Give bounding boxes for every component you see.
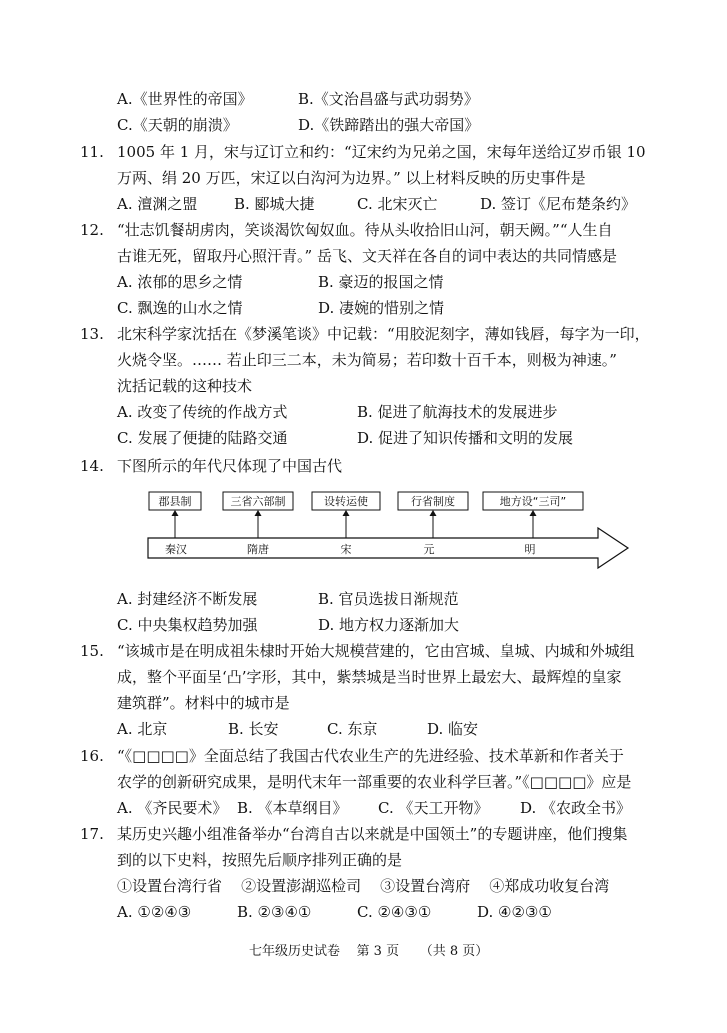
q16-option-a: A. 《齐民要术》 <box>117 799 228 817</box>
q17-number: 17. <box>80 825 104 843</box>
q15-option-a: A. 北京 <box>117 720 168 738</box>
q12-option-a: A. 浓郁的思乡之情 <box>117 273 243 291</box>
q13-option-a: A. 改变了传统的作战方式 <box>117 403 288 421</box>
q17-items: ①设置台湾行省 ②设置澎湖巡检司 ③设置台湾府 ④郑成功收复台湾 <box>117 877 610 895</box>
q17-option-c: C. ②④③① <box>357 903 432 921</box>
q14-number: 14. <box>80 457 104 475</box>
q12-text-line1: “壮志饥餐胡虏肉，笑谈渴饮匈奴血。待从头收拾旧山河，朝天阙。”“人生自 <box>117 221 613 239</box>
q15-text-line2: 成，整个平面呈‘凸’字形，其中，紫禁城是当时世界上最宏大、最辉煌的皇家 <box>117 668 622 686</box>
q12-number: 12. <box>80 221 104 239</box>
q15-text-line1: “该城市是在明成祖朱棣时开始大规模营建的，它由宫城、皇城、内城和外城组 <box>117 642 635 660</box>
q17-option-b: B. ②③④① <box>237 903 312 921</box>
q13-text-line1: 北宋科学家沈括在《梦溪笔谈》中记载：“用胶泥刻字，薄如钱唇，每字为一印， <box>117 325 650 343</box>
q13-option-c: C. 发展了便捷的陆路交通 <box>117 429 288 447</box>
timeline-connector-arrowhead <box>430 510 437 516</box>
timeline-connector-arrowhead <box>530 510 537 516</box>
timeline-system-label: 郡县制 <box>158 495 192 508</box>
q13-number: 13. <box>80 325 104 343</box>
timeline-connector-arrowhead <box>255 510 262 516</box>
q10-option-b: B.《文治昌盛与武功弱势》 <box>298 90 479 108</box>
timeline-system-label: 设转运使 <box>324 495 368 508</box>
q10-option-d: D.《铁蹄踏出的强大帝国》 <box>298 116 480 134</box>
q15-text-line3: 建筑群”。材料中的城市是 <box>117 694 290 712</box>
page-footer: 七年级历史试卷 第 3 页 （共 8 页） <box>249 944 489 959</box>
timeline-era-label: 明 <box>524 543 536 556</box>
q12-option-c: C. 飘逸的山水之情 <box>117 299 243 317</box>
q16-text-line2: 农学的创新研究成果，是明代末年一部重要的农业科学巨著。”《□□□□》应是 <box>117 773 632 791</box>
q17-text-line2: 到的以下史料，按照先后顺序排列正确的是 <box>117 851 403 869</box>
q16-number: 16. <box>80 747 104 765</box>
timeline-system-label: 三省六部制 <box>230 495 286 508</box>
timeline-arrow <box>148 528 628 568</box>
q15-option-c: C. 东京 <box>327 720 378 738</box>
timeline-era-label: 宋 <box>340 543 352 556</box>
q16-option-c: C. 《天工开物》 <box>378 799 489 817</box>
q13-option-b: B. 促进了航海技术的发展进步 <box>357 403 558 421</box>
timeline-era-label: 隋唐 <box>247 543 269 556</box>
q14-option-b: B. 官员选拔日渐规范 <box>318 590 459 608</box>
q15-number: 15. <box>80 642 104 660</box>
q14-option-d: D. 地方权力逐渐加大 <box>318 616 460 634</box>
q11-option-c: C. 北宋灭亡 <box>357 195 438 213</box>
q12-text-line2: 古谁无死，留取丹心照汗青。” 岳飞、文天祥在各自的词中表达的共同情感是 <box>117 247 617 265</box>
q16-option-b: B. 《本草纲目》 <box>237 799 348 817</box>
q14-text-line1: 下图所示的年代尺体现了中国古代 <box>117 457 343 475</box>
q10-option-a: A.《世界性的帝国》 <box>117 90 253 108</box>
q11-option-b: B. 郾城大捷 <box>234 195 315 213</box>
timeline-era-label: 元 <box>423 543 435 556</box>
q17-option-a: A. ①②④③ <box>117 903 192 921</box>
q16-text-line1: “《□□□□》全面总结了我国古代农业生产的先进经验、技术革新和作者关于 <box>117 747 624 765</box>
q13-text-line2: 火烧令坚。…… 若止印三二本，未为简易；若印数十百千本，则极为神速。” <box>117 351 617 369</box>
q11-option-a: A. 澶渊之盟 <box>117 195 198 213</box>
timeline-system-label: 地方设“三司” <box>499 495 567 508</box>
q11-number: 11. <box>80 143 104 161</box>
q13-text-line3: 沈括记载的这种技术 <box>117 377 253 395</box>
q11-text-line1: 1005 年 1 月，宋与辽订立和约：“辽宋约为兄弟之国，宋每年送给辽岁币银 10 <box>117 143 646 161</box>
timeline-diagram <box>140 488 632 574</box>
q14-option-c: C. 中央集权趋势加强 <box>117 616 258 634</box>
timeline-era-label: 秦汉 <box>165 543 187 556</box>
q12-option-b: B. 豪迈的报国之情 <box>318 273 444 291</box>
q14-option-a: A. 封建经济不断发展 <box>117 590 258 608</box>
q16-option-d: D. 《农政全书》 <box>520 799 632 817</box>
q11-text-line2: 万两、绢 20 万匹，宋辽以白沟河为边界。” 以上材料反映的历史事件是 <box>117 169 586 187</box>
q12-option-d: D. 凄婉的惜别之情 <box>318 299 445 317</box>
timeline-connector-arrowhead <box>343 510 350 516</box>
q10-option-c: C.《天朝的崩溃》 <box>117 116 238 134</box>
q17-text-line1: 某历史兴趣小组准备举办“台湾自古以来就是中国领土”的专题讲座，他们搜集 <box>117 825 628 843</box>
q11-option-d: D. 签订《尼布楚条约》 <box>480 195 637 213</box>
q17-option-d: D. ④②③① <box>477 903 552 921</box>
q15-option-d: D. 临安 <box>427 720 479 738</box>
timeline-connector-arrowhead <box>172 510 179 516</box>
q15-option-b: B. 长安 <box>228 720 279 738</box>
q13-option-d: D. 促进了知识传播和文明的发展 <box>357 429 574 447</box>
timeline-system-label: 行省制度 <box>411 495 455 508</box>
